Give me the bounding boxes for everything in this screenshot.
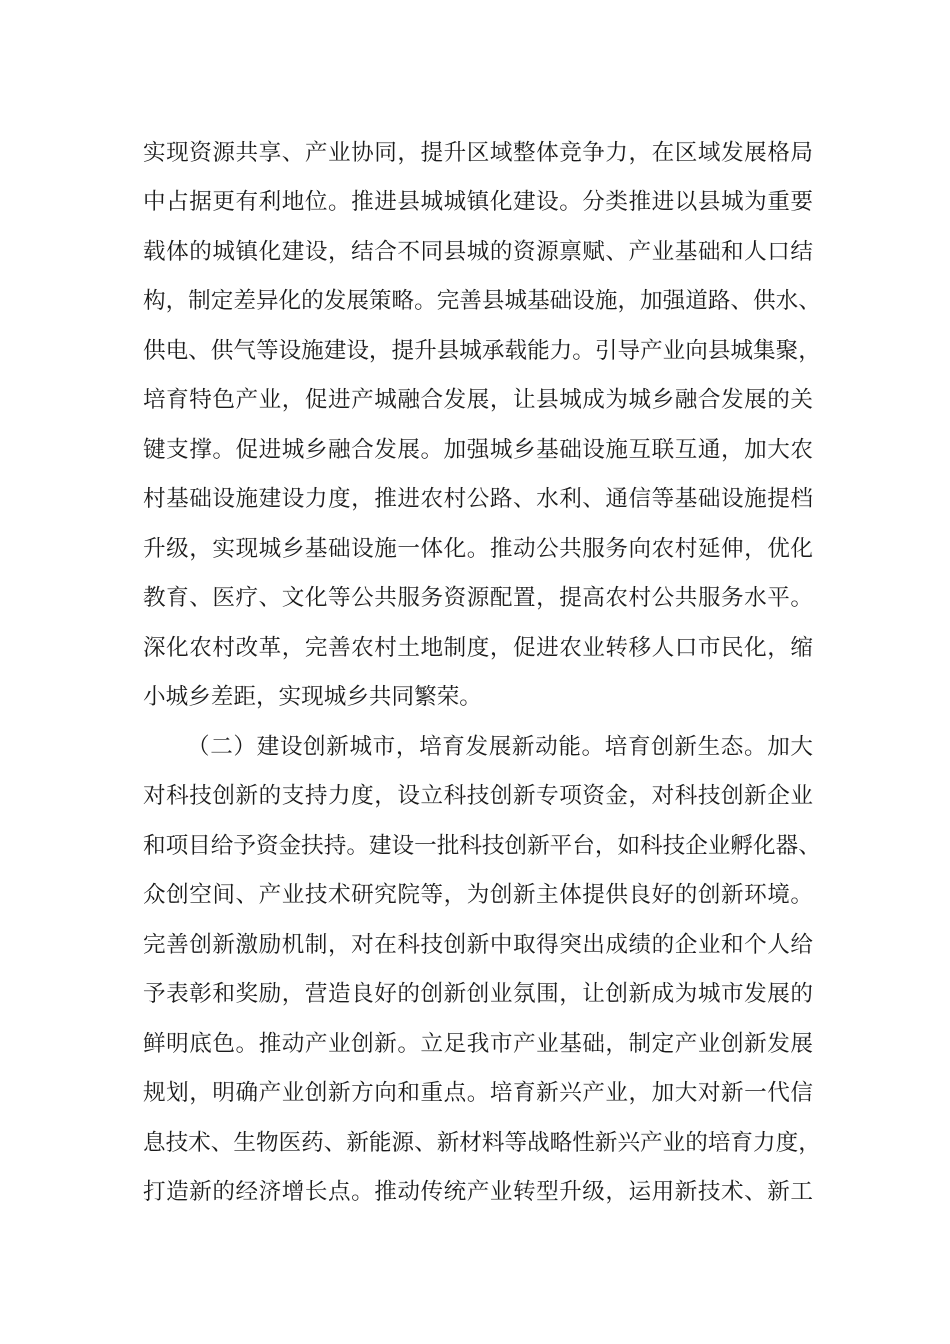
text-line: 供电、供气等设施建设，提升县城承载能力。引导产业向县城集聚， — [143, 338, 821, 364]
text-line: 载体的城镇化建设，结合不同县城的资源禀赋、产业基础和人口结 — [143, 239, 813, 265]
text-line: 村基础设施建设力度，推进农村公路、水利、通信等基础设施提档 — [143, 486, 813, 512]
text-line: 众创空间、产业技术研究院等，为创新主体提供良好的创新环境。 — [143, 882, 813, 908]
text-line: 深化农村改革，完善农村土地制度，促进农业转移人口市民化，缩 — [143, 635, 813, 661]
text-line: 和项目给予资金扶持。建设一批科技创新平台，如科技企业孵化器、 — [143, 833, 821, 859]
text-line: 构，制定差异化的发展策略。完善县城基础设施，加强道路、供水、 — [143, 288, 821, 314]
text-line: 升级，实现城乡基础设施一体化。推动公共服务向农村延伸，优化 — [143, 536, 813, 562]
text-line: 完善创新激励机制，对在科技创新中取得突出成绩的企业和个人给 — [143, 932, 813, 958]
text-line: 规划，明确产业创新方向和重点。培育新兴产业，加大对新一代信 — [143, 1080, 813, 1106]
text-line: 键支撑。促进城乡融合发展。加强城乡基础设施互联互通，加大农 — [143, 437, 813, 463]
text-line: 中占据更有利地位。推进县城城镇化建设。分类推进以县城为重要 — [143, 189, 813, 215]
section-heading-line: （二）建设创新城市，培育发展新动能。培育创新生态。加大 — [187, 734, 813, 760]
text-line: 实现资源共享、产业协同，提升区域整体竞争力，在区域发展格局 — [143, 140, 813, 166]
text-line: 对科技创新的支持力度，设立科技创新专项资金，对科技创新企业 — [143, 783, 813, 809]
paragraph-end-line: 小城乡差距，实现城乡共同繁荣。 — [143, 684, 482, 710]
text-line: 息技术、生物医药、新能源、新材料等战略性新兴产业的培育力度， — [143, 1130, 821, 1156]
text-line: 予表彰和奖励，营造良好的创新创业氛围，让创新成为城市发展的 — [143, 981, 813, 1007]
text-line: 培育特色产业，促进产城融合发展，让县城成为城乡融合发展的关 — [143, 387, 813, 413]
text-line: 鲜明底色。推动产业创新。立足我市产业基础，制定产业创新发展 — [143, 1031, 813, 1057]
text-line: 教育、医疗、文化等公共服务资源配置，提高农村公共服务水平。 — [143, 585, 813, 611]
text-line: 打造新的经济增长点。推动传统产业转型升级，运用新技术、新工 — [143, 1179, 813, 1205]
